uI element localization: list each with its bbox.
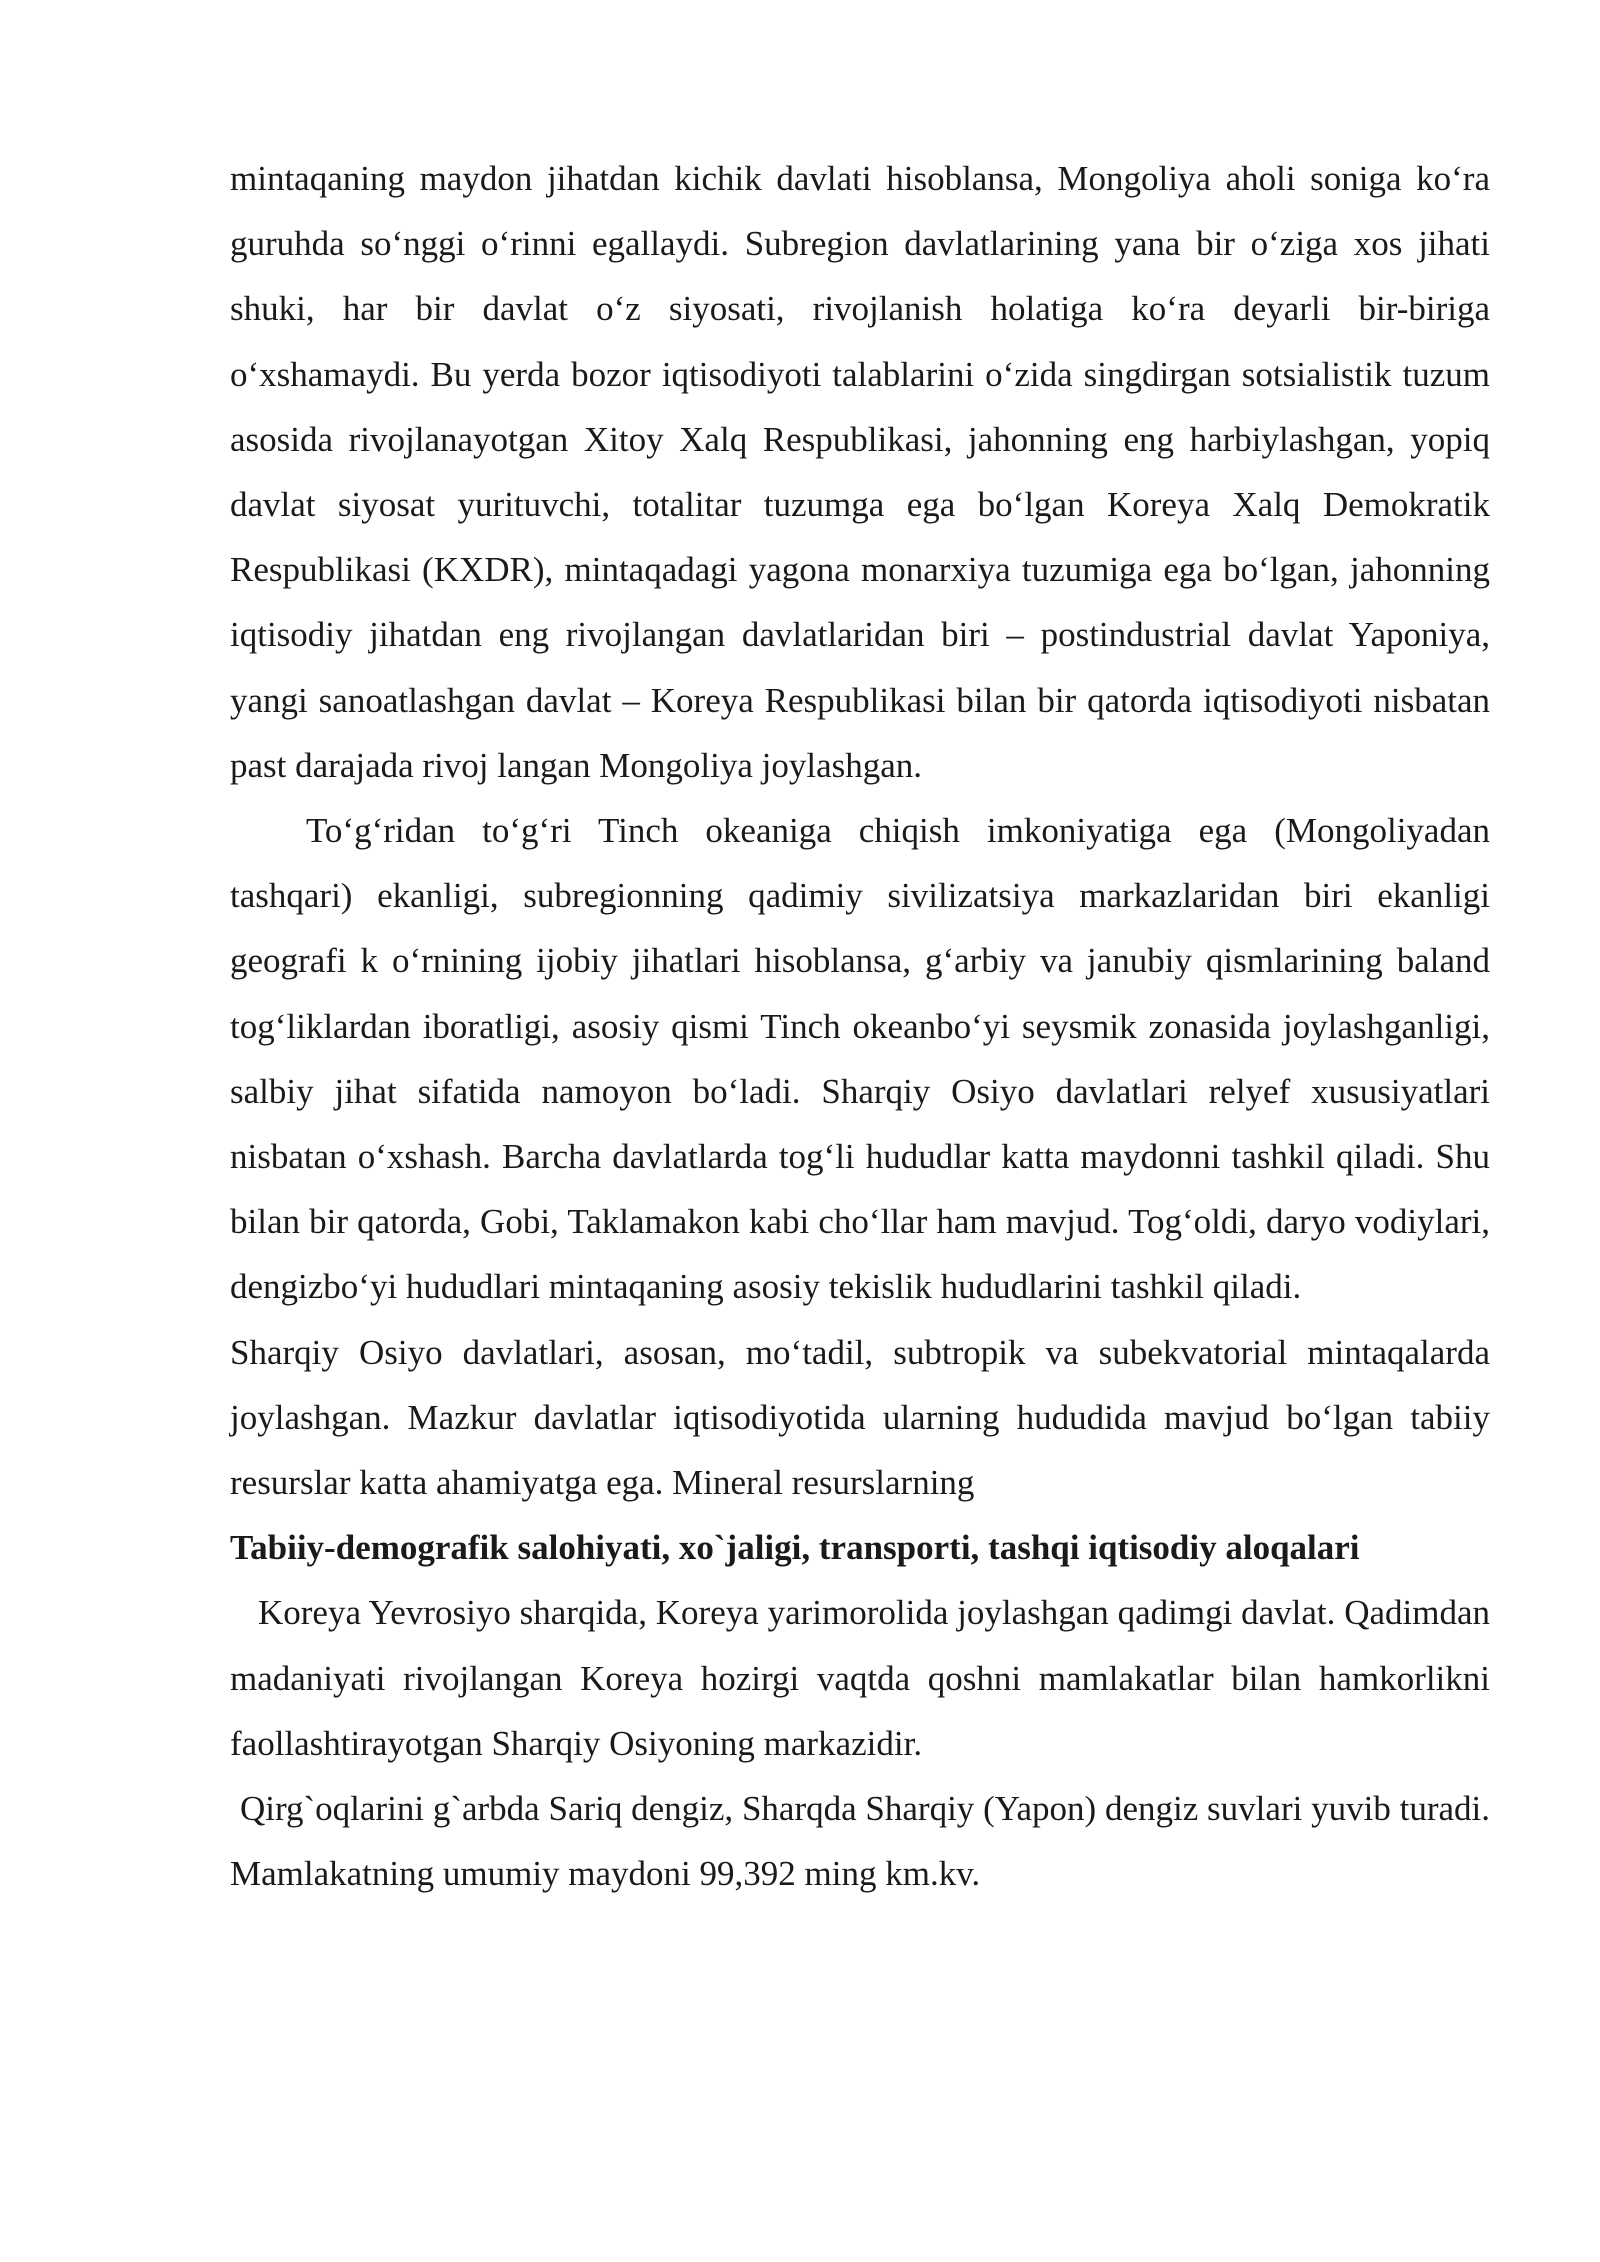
paragraph-geography: To‘g‘ridan to‘g‘ri Tinch okeaniga chiqish imkoniyatiga ega (Mongoliyadan tashqari) ekanligi, subregionning qadimiy sivilizatsiya markazlaridan biri ekanligi geografi k o‘rnining ijobiy jihatlari hisoblansa, g‘arbiy va janubiy qismlarining baland tog‘liklardan iboratligi, asosiy qismi Tinch okeanbo‘yi seysmik zonasida joylashganligi, salbiy jihat sifatida namoyon bo‘ladi. Sharqiy Osiyo davlatlari relyef xususiyatlari nisbatan o‘xshash. Barcha davlatlarda tog‘li hududlar katta maydonni tashkil qiladi. Shu bilan bir qatorda, Gobi, Taklamakon kabi cho‘llar ham mavjud. Tog‘oldi, daryo vodiylari, dengizbo‘yi hududlari mintaqaning asosiy tekislik hududlarini tashkil qiladi. [230, 811, 1490, 1307]
document-body [230, 146, 1490, 1906]
paragraph-korea-coast: Qirg`oqlarini g`arbda Sariq dengiz, Sharqda Sharqiy (Yapon) dengiz suvlari yuvib turadi. Mamlakatning umumiy maydoni 99,392 ming km.kv. [230, 1789, 1490, 1894]
section-heading: Tabiiy-demografik salohiyati, xo`jaligi, transporti, tashqi iqtisodiy aloqalari [230, 1528, 1360, 1568]
paragraph-climate: Sharqiy Osiyo davlatlari, asosan, mo‘tadil, subtropik va subekvatorial mintaqalarda joylashgan. Mazkur davlatlar iqtisodiyotida ularning hududida mavjud bo‘lgan tabiiy resurslar katta ahamiyatga ega. Mineral resurslarning [230, 1332, 1490, 1503]
paragraph-continuation: mintaqaning maydon jihatdan kichik davlati hisoblansa, Mongoliya aholi soniga ko‘ra guruhda so‘nggi o‘rinni egallaydi. Subregion davlatlarining yana bir o‘ziga xos jihati shuki, har bir davlat o‘z siyosati, rivojlanish holatiga ko‘ra deyarli bir-biriga o‘xshamaydi. Bu yerda bozor iqtisodiyoti talablarini o‘zida singdirgan sotsialistik tuzum asosida rivojlanayotgan Xitoy Xalq Respublikasi, jahonning eng harbiylashgan, yopiq davlat siyosat yurituvchi, totalitar tuzumga ega bo‘lgan Koreya Xalq Demokratik Respublikasi (KXDR), mintaqadagi yagona monarxiya tuzumiga ega bo‘lgan, jahonning iqtisodiy jihatdan eng rivojlangan davlatlaridan biri – postindustrial davlat Yaponiya, yangi sanoatlashgan davlat – Koreya Respublikasi bilan bir qatorda iqtisodiyoti nisbatan past darajada rivoj langan Mongoliya joylashgan. [230, 159, 1490, 785]
paragraph-korea-intro: Koreya Yevrosiyo sharqida, Koreya yarimorolida joylashgan qadimgi davlat. Qadimdan madaniyati rivojlangan Koreya hozirgi vaqtda qoshni mamlakatlar bilan hamkorlikni faollashtirayotgan Sharqiy Osiyoning markazidir. [230, 1593, 1490, 1763]
